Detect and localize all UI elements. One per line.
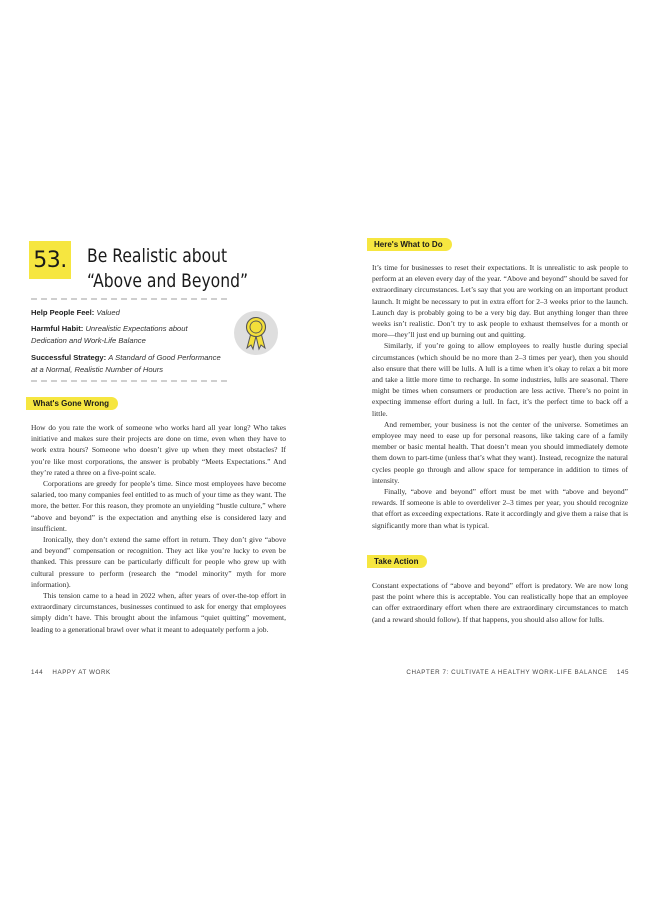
paragraph: Ironically, they don’t extend the same effort in return. They don’t give “above and beyond” compensation or recognition. They act like you’re lucky to even be thanked. This pressure can be particularly difficult for people who grew up with cultural pressure to perform (research the “model minority” myth for more information). [31,535,286,589]
divider-top [31,298,227,300]
left-body [31,422,286,635]
paragraph: It’s time for businesses to reset their expectations. It is unrealistic to ask people to perform at an eleven every day of the year. “Above and beyond” should be saved for extraordinary circumstances. Let’s say that you are working on an important product launch. It might be necessary to put in extra effort for 2–3 weeks prior to the launch. Launch day is probably going to be a very big day. But anything longer than three weeks isn’t realistic. Don’t try to ask people to exhaust themselves for a month or more—they’ll just end up burning out and quitting. [372,263,628,340]
footer-page-number: 145 [616,669,629,676]
paragraph: This tension came to a head in 2022 when, after years of over-the-top effort in extraordinary circumstances, businesses continued to ask for energy that employees simply didn’t have. This brought about the infamous “quiet quitting” movement, leading to a generational brawl over what it meant to adequately perform a job. [31,591,286,634]
strategy-label: Successful Strategy: [31,353,107,362]
footer-book-title: HAPPY AT WORK [52,669,111,676]
left-footer [31,669,111,676]
chapter-title: Be Realistic about “Above and Beyond” [87,245,249,292]
habit-value: Unrealistic Expectations about Dedication and Work-Life Balance [31,324,188,345]
strategy-value: A Standard of Good Performance at a Normal, Realistic Number of Hours [31,353,221,374]
help-label: Help People Feel: [31,308,95,317]
help-value: Valued [96,308,120,317]
footer-chapter-title: CHAPTER 7: CULTIVATE A HEALTHY WORK-LIFE BALANCE [406,669,608,676]
paragraph: Finally, “above and beyond” effort must be met with “above and beyond” rewards. If someone is able to overdeliver 2–3 times per year, you should recognize that effort as exceeding expectations. Rate it accordingly and give them a raise that is significantly more than what is typical. [372,487,628,530]
chapter-number: 53. [29,241,71,279]
section-whats-gone-wrong: What's Gone Wrong [26,397,118,410]
award-badge [234,311,278,355]
paragraph: And remember, your business is not the center of the universe. Sometimes an employee may need to ease up for personal reasons, like taking care of a family member or basic mental health. That doesn’t mean you should immediately demote them down to part-time (unless that’s what they want). Instead, recognize the natural cycles people go through and allow space for temperance in addition to times of intensity. [372,419,628,485]
harmful-habit [31,323,221,346]
right-page [330,0,660,904]
successful-strategy [31,352,221,375]
paragraph: Constant expectations of “above and beyond” effort is predatory. We are now long past the point where this is acceptable. You can realistically hope that an employee can offer extraordinary effort when there are extraordinary circumstances to match (and a reward should follow). If that happens, you should also allow for lulls. [372,581,628,624]
right-body-1 [372,262,628,531]
footer-page-number: 144 [31,669,44,676]
section-heres-what-to-do: Here's What to Do [367,238,452,251]
paragraph: How do you rate the work of someone who works hard all year long? Who takes initiative and makes sure their projects are done on time, even when they have to work extra hours? Someone who doesn’t give up when they meet obstacles? If you’re like most corporations, the answer is probably “Meets Expectations.” And they’re rated a three on a five-point scale. [31,423,286,477]
award-ribbon-icon [241,315,271,351]
habit-label: Harmful Habit: [31,324,84,333]
right-footer [406,669,629,676]
paragraph: Corporations are greedy for people’s time. Since most employees have become salaried, too many companies feel entitled to as much of your time as they want. The more, the better. For this reason, they promote an unyielding “hustle culture,” where “above and beyond” is the expectation and anything else is considered lazy and insufficient. [31,479,286,533]
right-body-2 [372,580,628,625]
section-take-action: Take Action [367,555,427,568]
divider-bottom [31,380,227,382]
paragraph: Similarly, if you’re going to allow employees to really hustle during special circumstances (which should be no more than 2–3 times per year), then you should also ensure that there will be lulls. A lull is a time when it’s okay to relax a bit more and take a little more time to recharge. In some industries, lulls are seasonal. There might be times when consumers or production are less active. There’s no point in expecting immense effort during a lull. In fact, it’s the perfect time to back off a little. [372,341,628,418]
help-people-feel [31,307,231,319]
